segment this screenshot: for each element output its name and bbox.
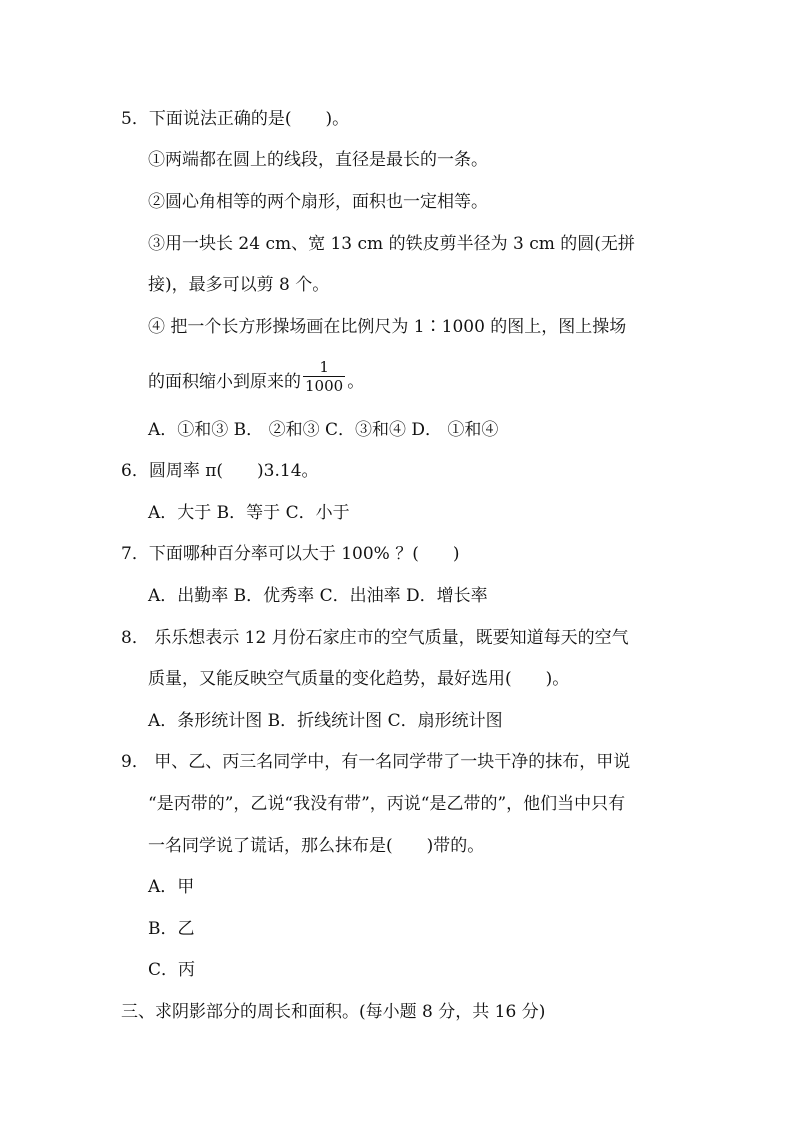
- question-5-statement-1: ①两端都在圆上的线段，直径是最长的一条。: [148, 150, 488, 170]
- question-9-line-3: 一名同学说了谎话，那么抹布是( )带的。: [148, 836, 485, 856]
- question-5-statement-2: ②圆心角相等的两个扇形，面积也一定相等。: [148, 192, 488, 212]
- section-3-heading: 三、求阴影部分的周长和面积。(每小题 8 分，共 16 分): [121, 1002, 546, 1022]
- statement-4-prefix: 的面积缩小到原来的: [148, 372, 301, 392]
- question-5-stem: 5．下面说法正确的是( )。: [121, 109, 350, 129]
- fraction-numerator: 1: [303, 358, 345, 377]
- question-9-line-1: 9． 甲、乙、丙三名同学中，有一名同学带了一块干净的抹布，甲说: [121, 752, 631, 772]
- question-8-line-2: 质量，又能反映空气质量的变化趋势，最好选用( )。: [148, 669, 570, 689]
- question-8-line-1: 8． 乐乐想表示 12 月份石家庄市的空气质量，既要知道每天的空气: [121, 628, 629, 648]
- question-9-line-2: “是丙带的”，乙说“我没有带”，丙说“是乙带的”，他们当中只有: [148, 794, 626, 814]
- question-9-option-c: C．丙: [148, 960, 196, 980]
- question-5-statement-4-line-1: ④ 把一个长方形操场画在比例尺为 1∶1000 的图上，图上操场: [148, 317, 627, 337]
- fraction-denominator: 1000: [305, 377, 344, 395]
- question-5-options: A．①和③ B． ②和③ C．③和④ D． ①和④: [148, 420, 499, 440]
- question-9-option-a: A．甲: [148, 877, 195, 897]
- statement-4-suffix: 。: [347, 372, 365, 392]
- question-6-options: A．大于 B．等于 C．小于: [148, 503, 350, 523]
- question-5-statement-3-line-2: 接)，最多可以剪 8 个。: [148, 275, 330, 295]
- fraction-one-thousandth: [303, 358, 345, 395]
- question-7-options: A．出勤率 B．优秀率 C．出油率 D．增长率: [148, 586, 488, 606]
- question-6-stem: 6．圆周率 π( )3.14。: [121, 461, 319, 481]
- question-5-statement-3-line-1: ③用一块长 24 cm、宽 13 cm 的铁皮剪半径为 3 cm 的圆(无拼: [148, 234, 635, 254]
- question-9-option-b: B．乙: [148, 919, 195, 939]
- question-8-options: A．条形统计图 B．折线统计图 C．扇形统计图: [148, 711, 503, 731]
- question-7-stem: 7．下面哪种百分率可以大于 100% ？( ): [121, 544, 460, 564]
- question-5-statement-4-line-2: [148, 358, 365, 401]
